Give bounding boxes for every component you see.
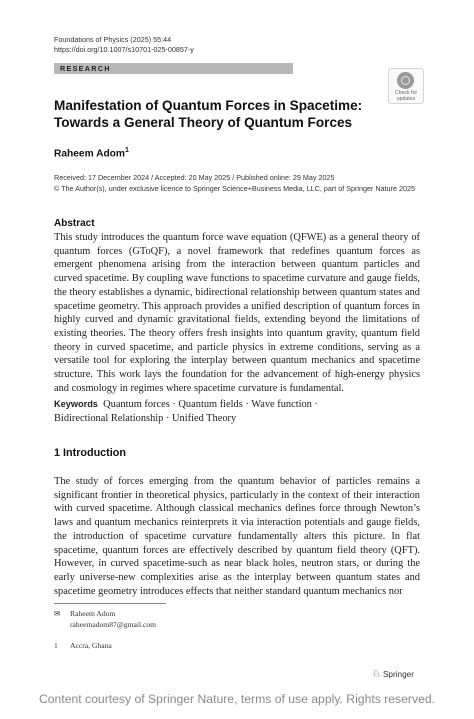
check-updates-icon xyxy=(397,72,414,89)
author-name[interactable]: Raheem Adom xyxy=(54,148,125,160)
journal-header xyxy=(54,35,194,55)
publication-info xyxy=(54,173,415,194)
section-heading-introduction: 1 Introduction xyxy=(54,447,126,459)
check-updates-line2: updates xyxy=(396,96,416,102)
courtesy-notice: Content courtesy of Springer Nature, terms of use apply. Rights reserved. xyxy=(38,692,436,706)
publisher-logo xyxy=(372,669,414,680)
section-label-bar xyxy=(54,63,293,74)
affiliation-mark: 1 xyxy=(54,641,58,650)
article-title: Manifestation of Quantum Forces in Spacetime: Towards a General Theory of Quantum Forces xyxy=(54,98,363,130)
publisher-name: Springer xyxy=(382,670,414,679)
keywords-block xyxy=(54,398,420,425)
author-line xyxy=(54,147,129,159)
introduction-text: The study of forces emerging from the quantum behavior of particles remains a significant frontier in theoretical physics, particularly in the context of their interaction with curved spacetime. Although classical mechanics defines force through Newton’s laws and quantum mechanics reinterprets it via interaction potentials and gauge fields, the introduction of spacetime curvature fundamentally alters this picture. In flat spacetime, quantum forces are effectively described by quantum field theory (QFT). However, in curved spacetime-such as near black holes, neutron stars, or during the early universe-new complexities arise as the interplay between quantum states and spacetime geometry introduces effects that neither standard quantum mechanics nor xyxy=(54,476,420,597)
check-for-updates-badge[interactable] xyxy=(388,68,424,104)
copyright-line: © The Author(s), under exclusive licence to Springer Science+Business Media, LLC, part of Springer Nature 2025 xyxy=(54,183,415,193)
contact-email[interactable]: raheemadom87@gmail.com xyxy=(70,619,157,629)
envelope-icon: ✉ xyxy=(54,609,61,618)
publication-dates: Received: 17 December 2024 / Accepted: 20 May 2025 / Published online: 29 May 2025 xyxy=(54,173,335,182)
doi-link[interactable]: https://doi.org/10.1007/s10701-025-00857-y xyxy=(54,45,194,54)
springer-horse-icon: ♘ xyxy=(372,669,381,680)
keywords-line1: Quantum forces · Quantum fields · Wave function · xyxy=(103,399,318,410)
abstract-text: This study introduces the quantum force wave equation (QFWE) as a general theory of quantum forces (GToQF), a novel framework that redefines quantum forces as emergent phenomena arising from the interaction between quantum particles and curved spacetime. By coupling wave functions to spacetime curvature and gauge fields, the theory establishes a dynamic, bidirectional relationship between quantum states and spacetime geometry. This approach provides a unified description of quantum forces in highly curved and dynamic gravitational fields, extending beyond the limitations of existing theories. The theory offers fresh insights into quantum gravity, quantum field theory in curved spacetime, and particle physics in extreme conditions, serving as a versatile tool for exploring the interplay between quantum mechanics and spacetime structure. This work lays the foundation for the advancement of high-energy physics and cosmology in regimes where spacetime curvature is fundamental. xyxy=(54,232,420,394)
author-affil-mark: 1 xyxy=(124,147,129,154)
affiliation-text: Accra, Ghana xyxy=(70,641,112,650)
footnote-divider xyxy=(54,603,166,604)
section-label: RESEARCH xyxy=(60,64,111,73)
journal-citation: Foundations of Physics (2025) 55:44 xyxy=(54,35,172,44)
affiliation-footnote xyxy=(54,641,112,652)
check-updates-line1: Check for xyxy=(394,90,418,96)
abstract-heading: Abstract xyxy=(54,218,95,229)
corresponding-author-footnote xyxy=(54,609,156,631)
keywords-heading: Keywords xyxy=(54,399,98,409)
contact-name: Raheem Adom xyxy=(70,609,116,618)
keywords-line2: Bidirectional Relationship · Unified Theory xyxy=(54,412,237,424)
